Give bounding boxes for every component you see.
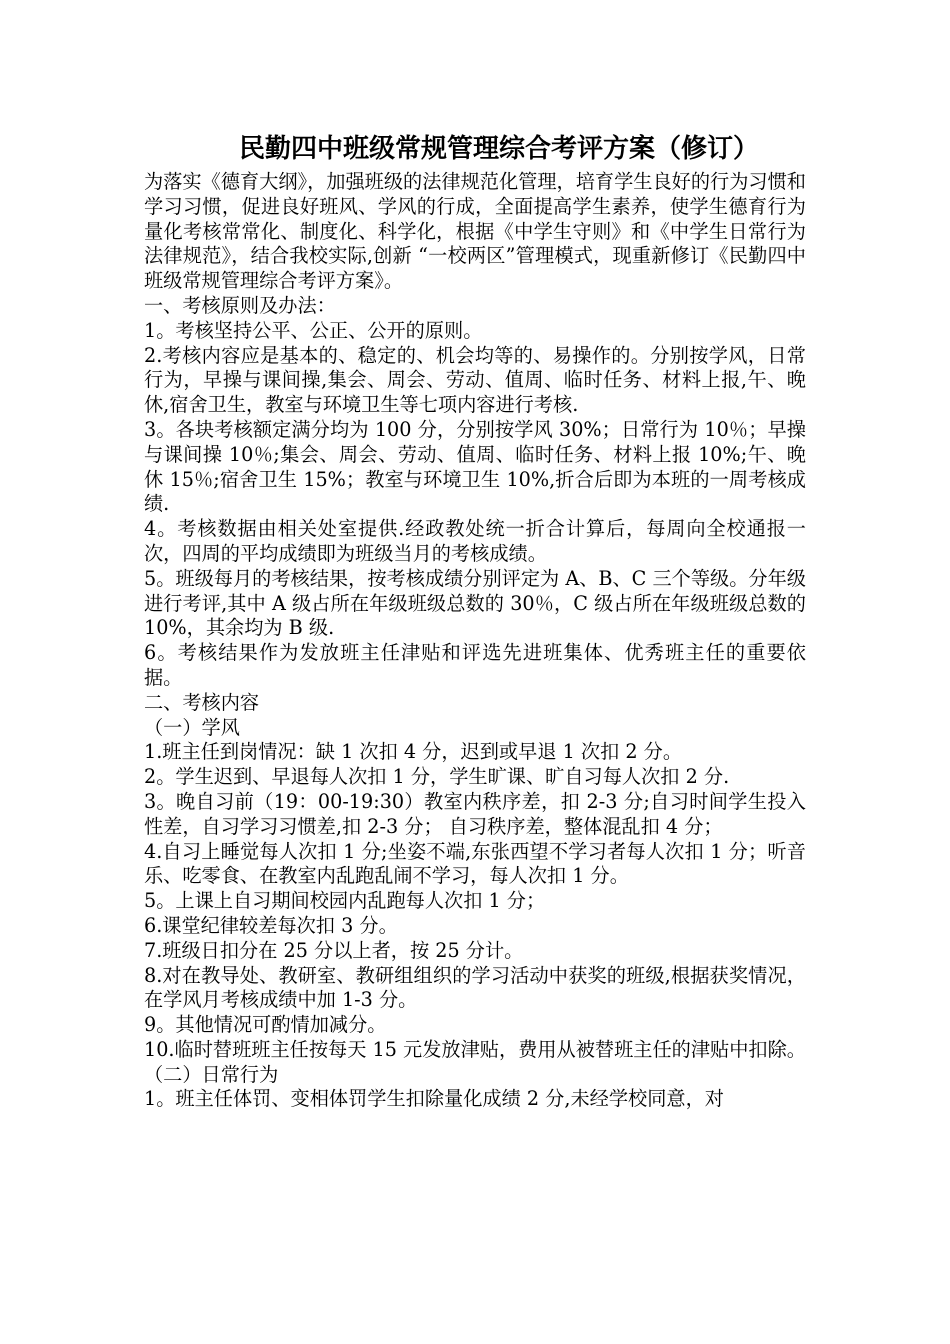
- paragraph-study-3: 3。晚自习前（19：00-19:30）教室内秩序差，扣 2-3 分;自习时间学生投入性差，自习学习习惯差,扣 2-3 分； 自习秩序差，整体混乱扣 4 分；: [144, 789, 806, 838]
- paragraph-principle-2: 2.考核内容应是基本的、稳定的、机会均等的、易操作的。分别按学风，日常行为，早操与课间操,集会、周会、劳动、值周、临时任务、材料上报,午、晚休,宿舍卫生，教室与环境卫生等七项内容进行考核.: [144, 343, 806, 417]
- paragraph-principle-1: 1。考核坚持公平、公正、公开的原则。: [144, 318, 483, 342]
- paragraph-intro: 为落实《德育大纲》，加强班级的法律规范化管理，培育学生良好的行为习惯和学习习惯，促进良好班风、学风的行成，全面提高学生素养，使学生德育行为量化考核常常化、制度化、科学化，根据《中学生守则》和《中学生日常行为法律规范》，结合我校实际,创新 “一校两区”管理模式，现重新修订《民勤四中班级常规管理综合考评方案》。: [144, 170, 806, 293]
- paragraph-study-1: 1.班主任到岗情况：缺 1 次扣 4 分，迟到或早退 1 次扣 2 分。: [144, 740, 683, 764]
- paragraph-principle-5: 5。班级每月的考核结果，按考核成绩分别评定为 A、B、C 三个等级。分年级进行考评,其中 A 级占所在年级班级总数的 30％，C 级占所在年级班级总数的 10%，其余均为 B 级.: [144, 566, 806, 640]
- document-body: [144, 170, 806, 1112]
- paragraph-principle-4: 4。考核数据由相关处室提供.经政教处统一折合计算后，每周向全校通报一次，四周的平均成绩即为班级当月的考核成绩。: [144, 517, 806, 565]
- paragraph-study-9: 9。其他情况可酌情加减分。: [144, 1013, 387, 1037]
- paragraph-principle-3: 3。各块考核额定满分均为 100 分，分别按学风 30%；日常行为 10％；早操与课间操 10％;集会、周会、劳动、值周、临时任务、材料上报 10%;午、晚休 15％;宿舍卫生 15%；教室与环境卫生 10%,折合后即为本班的一周考核成绩.: [144, 417, 806, 516]
- section-heading-content: 二、考核内容: [144, 690, 260, 714]
- paragraph-study-2: 2。学生迟到、早退每人次扣 1 分，学生旷课、旷自习每人次扣 2 分.: [144, 765, 730, 789]
- paragraph-study-6: 6.课堂纪律较差每次扣 3 分。: [144, 913, 398, 937]
- paragraph-study-7: 7.班级日扣分在 25 分以上者，按 25 分计。: [144, 938, 524, 962]
- subsection-heading-study: （一）学风: [144, 715, 240, 739]
- paragraph-study-5: 5。上课上自习期间校园内乱跑每人次扣 1 分；: [144, 889, 546, 913]
- paragraph-behavior-1: 1。班主任体罚、变相体罚学生扣除量化成绩 2 分,未经学校同意，对: [144, 1087, 724, 1111]
- document-page: [144, 128, 806, 1112]
- paragraph-study-10: 10.临时替班班主任按每天 15 元发放津贴，费用从被替班主任的津贴中扣除。: [144, 1037, 806, 1061]
- document-title: 民勤四中班级常规管理综合考评方案（修订）: [238, 134, 759, 164]
- paragraph-study-8: 8.对在教导处、教研室、教研组组织的学习活动中获奖的班级,根据获奖情况，在学风月考核成绩中加 1-3 分。: [144, 963, 806, 1012]
- paragraph-study-4: 4.自习上睡觉每人次扣 1 分;坐姿不端,东张西望不学习者每人次扣 1 分；听音乐、吃零食、在教室内乱跑乱闹不学习，每人次扣 1 分。: [144, 839, 806, 888]
- subsection-heading-behavior: （二）日常行为: [144, 1062, 279, 1086]
- paragraph-principle-6: 6。考核结果作为发放班主任津贴和评选先进班集体、优秀班主任的重要依据。: [144, 641, 806, 689]
- section-heading-principles: 一、考核原则及办法：: [144, 293, 336, 317]
